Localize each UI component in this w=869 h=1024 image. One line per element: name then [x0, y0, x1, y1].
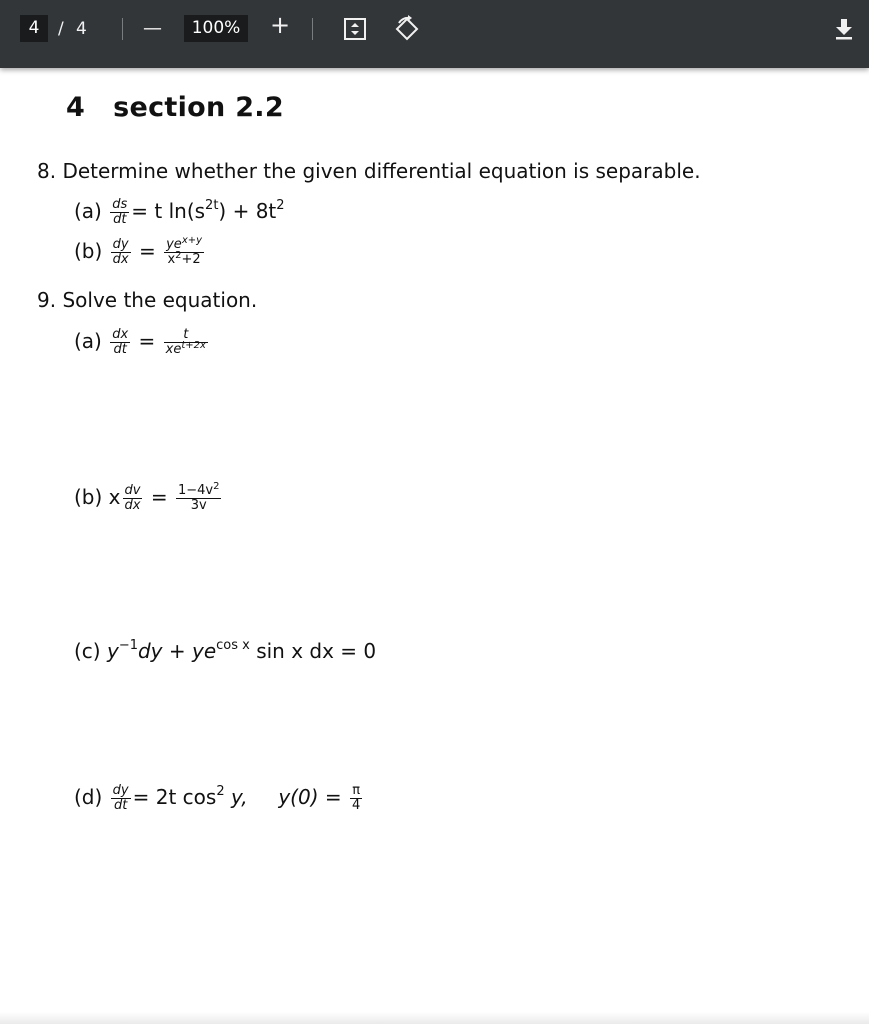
- section-heading: 4 section 2.2: [66, 92, 284, 123]
- download-icon[interactable]: [833, 18, 855, 40]
- zoom-out-button[interactable]: —: [143, 17, 162, 39]
- question-9a: (a) $\frac{dx}{dt}$ = $\frac{t}{xe^{t+2x}}$: [74, 327, 206, 357]
- question-8: 8. Determine whether the given differential equation is separable.: [37, 159, 701, 183]
- question-8a: (a) $\frac{ds}{dt}$ = t $\ln(s^{2t}) + 8t^2$: [74, 197, 285, 227]
- question-9c: (c) $y^{-1}dy + ye^{cos x}$ sin x dx = 0: [74, 638, 377, 663]
- question-9b: (b) x $\frac{dv}{dx}$ = $\frac{1-4v^2}{3v}$: [74, 481, 220, 513]
- page-number-input[interactable]: 4: [20, 15, 48, 42]
- question-8b: (b) $\frac{dy}{dx}$ = $\frac{ye^{x+y}}{x^2+2}$: [74, 235, 203, 267]
- page-bottom-edge: [0, 1012, 869, 1024]
- total-pages: 4: [76, 19, 87, 39]
- toolbar-divider: [122, 18, 123, 40]
- zoom-in-button[interactable]: +: [270, 11, 291, 39]
- question-9: 9. Solve the equation.: [37, 288, 258, 312]
- page-separator: /: [58, 19, 64, 39]
- fit-page-icon[interactable]: [342, 17, 368, 41]
- zoom-level[interactable]: 100%: [184, 15, 248, 42]
- pdf-toolbar: [0, 0, 869, 68]
- toolbar-divider: [312, 18, 313, 40]
- rotate-icon[interactable]: [392, 14, 422, 44]
- question-9d: (d) $\frac{dy}{dt}$ = 2t $\cos^2 y$, y(0) = $\frac{\pi}{4}$: [74, 783, 361, 813]
